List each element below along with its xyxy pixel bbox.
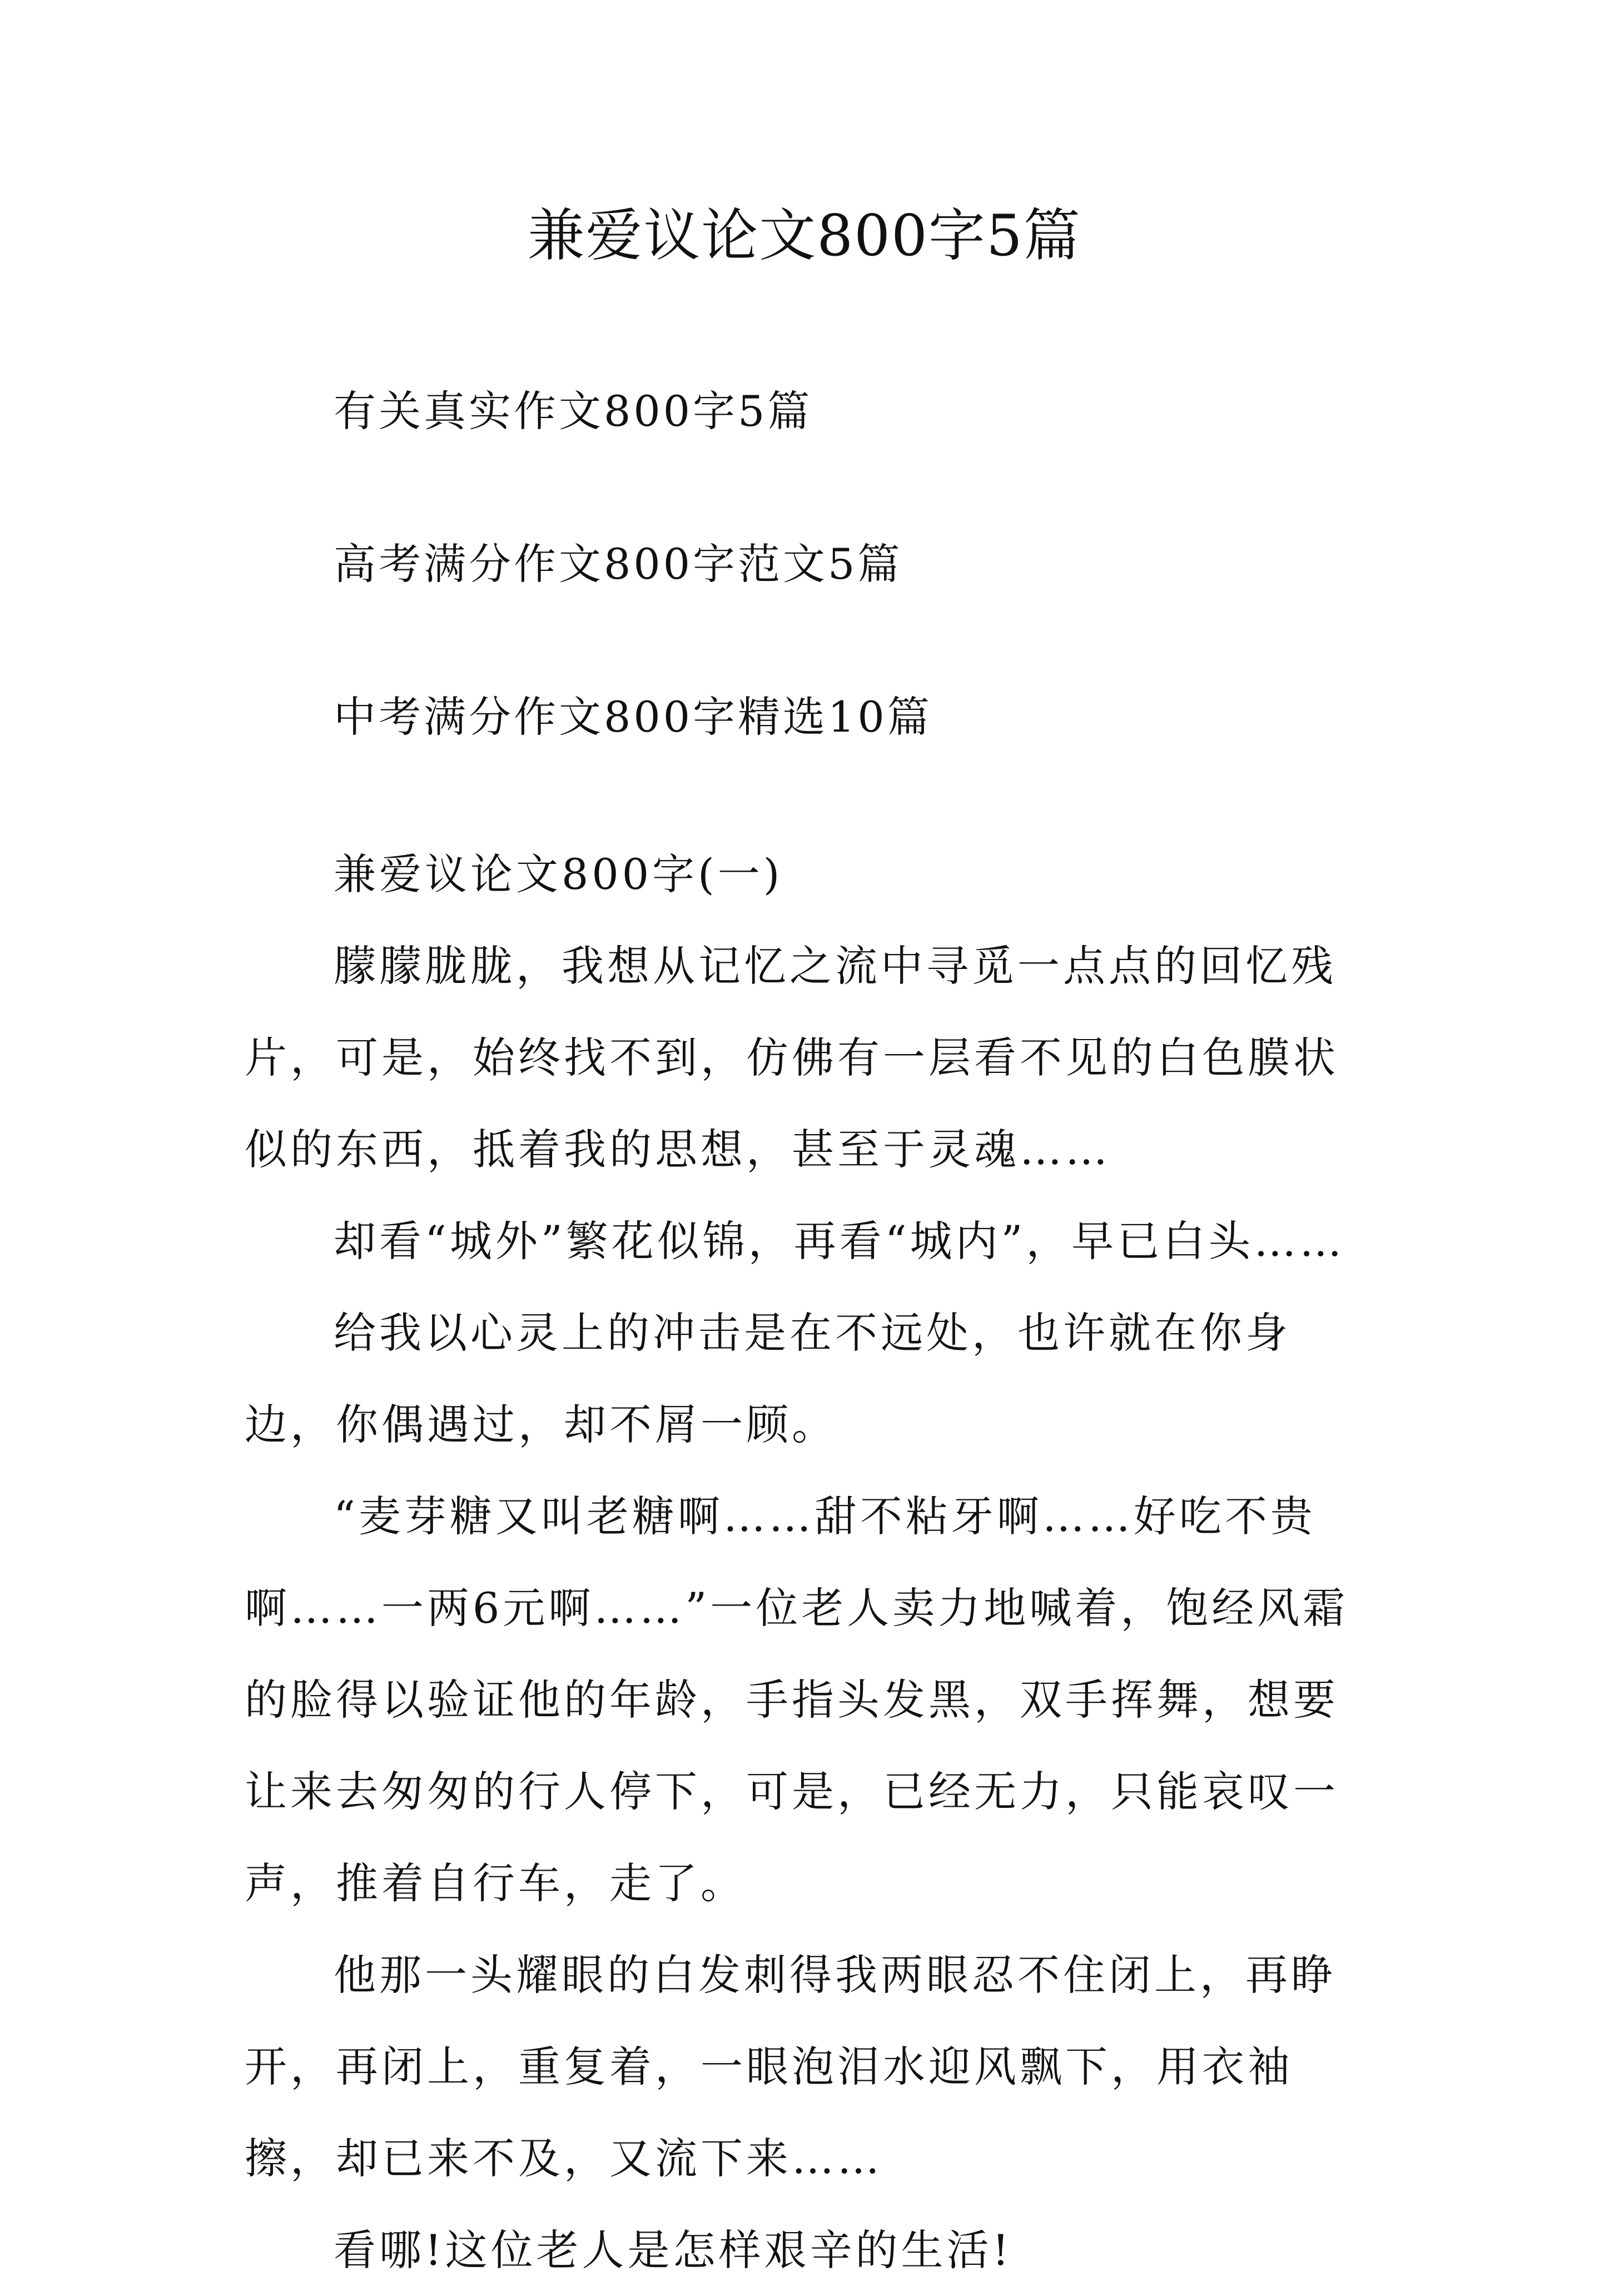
related-article-link[interactable]: 中考满分作文800字精选10篇 — [334, 692, 932, 742]
paragraph: 朦朦胧胧，我想从记忆之流中寻觅一点点的回忆残片，可是，始终找不到，仿佛有一层看不见的白色膜状似的东西，抵着我的思想，甚至于灵魂…… — [245, 941, 1339, 1174]
article-body — [245, 828, 1368, 2296]
section-heading: 兼爱议论文800字(一) — [334, 849, 783, 899]
document-title: 兼爱议论文800字5篇 — [528, 203, 1081, 269]
paragraph: 看哪!这位老人是怎样艰辛的生活! — [334, 2225, 1013, 2275]
paragraph: 给我以心灵上的冲击是在不远处，也许就在你身边，你偶遇过，却不屑一顾。 — [245, 1308, 1291, 1449]
paragraph: 他那一头耀眼的白发刺得我两眼忍不住闭上，再睁开，再闭上，重复着，一眼泡泪水迎风飘下，用衣袖擦，却已来不及，又流下来…… — [245, 1950, 1337, 2183]
paragraph: 却看“城外”繁花似锦，再看“城内”，早已白头…… — [334, 1216, 1345, 1266]
related-article-link[interactable]: 高考满分作文800字范文5篇 — [334, 539, 903, 589]
related-article-link[interactable]: 有关真实作文800字5篇 — [334, 386, 813, 436]
paragraph: “麦芽糖又叫老糖啊……甜不粘牙啊……好吃不贵啊……一两6元啊……”一位老人卖力地喊着，饱经风霜的脸得以验证他的年龄，手指头发黑，双手挥舞，想要让来去匆匆的行人停下，可是，已经无力，只能哀叹一声，推着自行车，走了。 — [245, 1492, 1349, 1908]
